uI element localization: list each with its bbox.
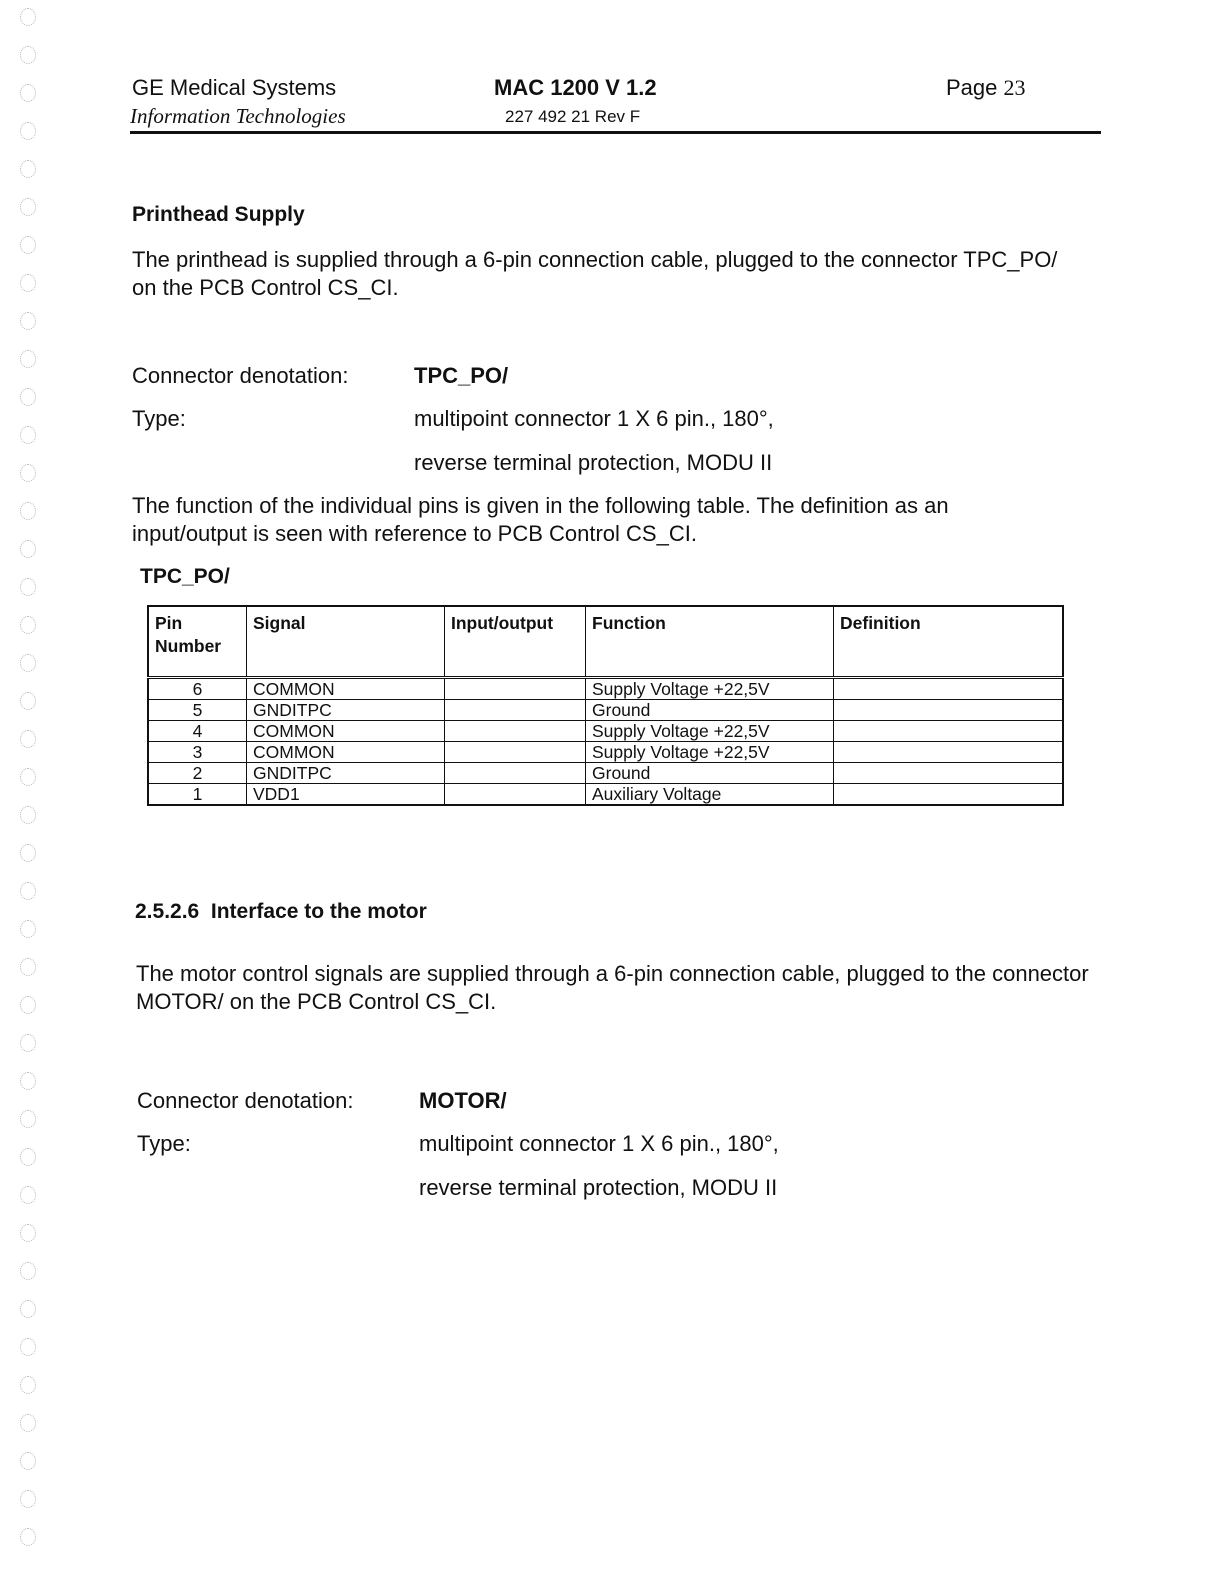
cell-io [445,678,586,700]
cell-signal: GNDITPC [247,700,445,721]
table-row [148,784,1063,806]
cell-pin: 4 [148,721,247,742]
page-number: 23 [1003,75,1026,100]
motor-type-label: Type: [137,1131,191,1156]
cell-io [445,763,586,784]
table-intro: The function of the individual pins is given in the following table. The definition as an input/output is seen with reference to PCB Control CS_CI. [132,493,949,546]
table-row [148,700,1063,721]
cell-io [445,784,586,806]
header-department: Information Technologies [130,104,346,128]
cell-io [445,742,586,763]
cell-definition [834,742,1064,763]
cell-definition [834,763,1064,784]
cell-function: Supply Voltage +22,5V [586,742,834,763]
connector-denotation-value: TPC_PO/ [414,363,509,388]
table-row [148,763,1063,784]
motor-description: The motor control signals are supplied through a 6-pin connection cable, plugged to the connector MOTOR/ on the PCB Control CS_CI. [136,961,1089,1014]
col-pin-number: Pin Number [148,606,247,678]
type-label: Type: [132,406,186,431]
cell-signal: COMMON [247,721,445,742]
col-function: Function [586,606,834,678]
cell-io [445,721,586,742]
cell-signal: VDD1 [247,784,445,806]
cell-definition [834,721,1064,742]
cell-function: Auxiliary Voltage [586,784,834,806]
table-header-row [148,606,1063,678]
col-definition: Definition [834,606,1064,678]
motor-type-value-line1: multipoint connector 1 X 6 pin., 180°, [419,1131,779,1156]
motor-connector-denotation-value: MOTOR/ [419,1088,507,1113]
cell-function: Supply Voltage +22,5V [586,678,834,700]
motor-connector-denotation-label: Connector denotation: [137,1088,354,1113]
cell-pin: 2 [148,763,247,784]
printhead-description: The printhead is supplied through a 6-pin connection cable, plugged to the connector TPC_PO/ on the PCB Control CS_CI. [132,247,1058,300]
cell-pin: 5 [148,700,247,721]
table-caption: TPC_PO/ [140,565,230,588]
header-divider [130,131,1101,134]
header-model: MAC 1200 V 1.2 [494,75,657,100]
table-row [148,742,1063,763]
col-signal: Signal [247,606,445,678]
binder-hole-marks [12,8,52,1568]
header-doc-number: 227 492 21 Rev F [505,107,641,126]
cell-function: Supply Voltage +22,5V [586,721,834,742]
cell-pin: 3 [148,742,247,763]
cell-function: Ground [586,700,834,721]
type-value-line1: multipoint connector 1 X 6 pin., 180°, [414,406,774,431]
motor-type-value-line2: reverse terminal protection, MODU II [419,1175,778,1200]
cell-signal: COMMON [247,742,445,763]
cell-signal: GNDITPC [247,763,445,784]
table-row [148,678,1063,700]
table-row [148,721,1063,742]
header-page [946,75,1026,101]
cell-io [445,700,586,721]
section-title-motor-interface: 2.5.2.6 Interface to the motor [135,900,427,923]
cell-definition [834,784,1064,806]
cell-function: Ground [586,763,834,784]
cell-definition [834,678,1064,700]
cell-signal: COMMON [247,678,445,700]
connector-denotation-label: Connector denotation: [132,363,349,388]
cell-pin: 1 [148,784,247,806]
section-title-printhead-supply: Printhead Supply [132,203,305,226]
cell-definition [834,700,1064,721]
page-label: Page [946,75,998,100]
cell-pin: 6 [148,678,247,700]
type-value-line2: reverse terminal protection, MODU II [414,450,773,475]
pin-table [147,605,1064,806]
header-company: GE Medical Systems [132,75,337,100]
col-input-output: Input/output [445,606,586,678]
